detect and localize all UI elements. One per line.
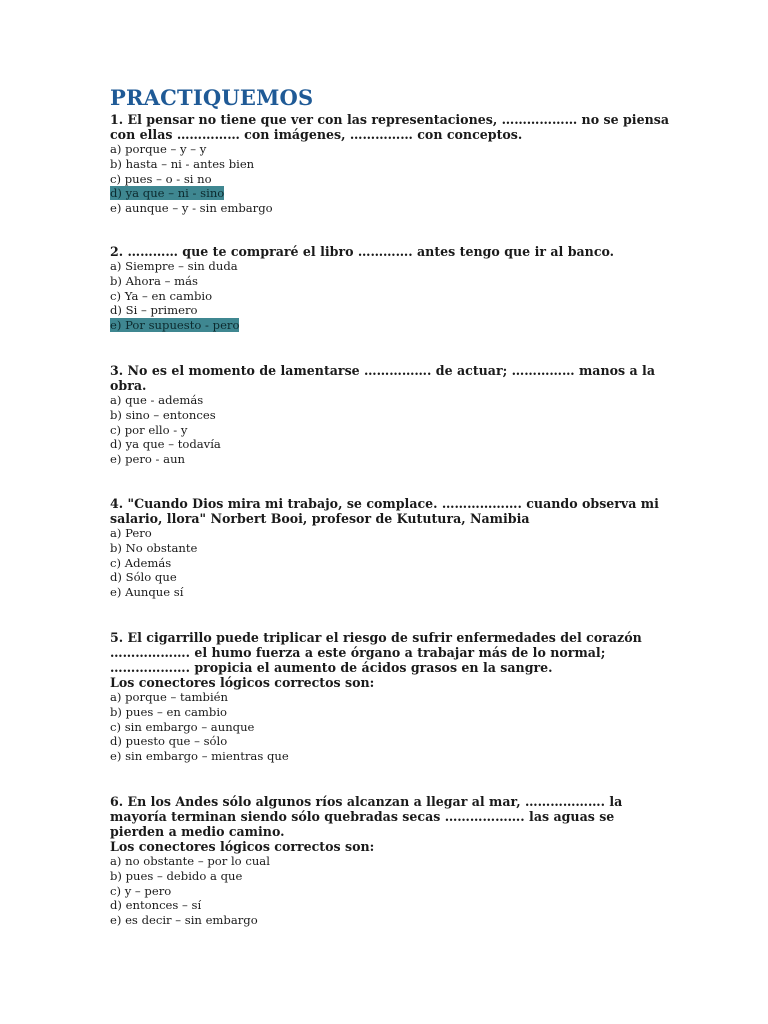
question-5-option-c: c) sin embargo – aunque [110, 719, 255, 734]
question-1-text: 1. El pensar no tiene que ver con las representaciones, ……………… no se piensa con ellas …………… con imágenes, …………… con conceptos. [110, 112, 669, 142]
question-1 [110, 112, 670, 216]
question-6 [110, 794, 670, 928]
question-5-text: 5. El cigarrillo puede triplicar el riesgo de sufrir enfermedades del corazón ………………. el humo fuerza a este órgano a trabajar más de lo normal; ………………. propicia el aumento de ácidos grasos en la sangre. [110, 629, 642, 675]
question-2-option-d: d) Si – primero [110, 303, 198, 318]
question-5-option-b: b) pues – en cambio [110, 704, 228, 719]
question-4 [110, 496, 670, 600]
question-2-option-b: b) Ahora – más [110, 273, 198, 288]
question-6-option-b: b) pues – debido a que [110, 868, 243, 883]
question-3-option-c: c) por ello - y [110, 422, 188, 437]
question-2 [110, 244, 670, 333]
question-1-option-a: a) porque – y – y [110, 142, 207, 156]
question-2-option-e: e) Por supuesto - pero [110, 318, 240, 333]
question-6-text: 6. En los Andes sólo algunos ríos alcanzan a llegar al mar, ………………. la mayoría terminan siendo sólo quebradas secas ………………. las aguas se pierden a medio camino. [110, 793, 623, 839]
question-1-option-e: e) aunque – y - sin embargo [110, 201, 273, 216]
exercise-sheet [110, 84, 670, 928]
question-1-option-c: c) pues – o - si no [110, 171, 212, 186]
question-6-instruction: Los conectores lógicos correctos son: [110, 838, 375, 854]
question-6-option-c: c) y – pero [110, 883, 172, 898]
question-4-option-b: b) No obstante [110, 540, 198, 555]
question-2-option-c: c) Ya – en cambio [110, 288, 213, 303]
page-title: PRACTIQUEMOS [110, 85, 314, 110]
question-3-text: 3. No es el momento de lamentarse ……………. de actuar; …………… manos a la obra. [110, 362, 655, 393]
question-2-text: 2. ………… que te compraré el libro …………. antes tengo que ir al banco. [110, 243, 615, 259]
question-5-instruction: Los conectores lógicos correctos son: [110, 674, 375, 690]
question-5-option-a: a) porque – también [110, 689, 229, 704]
question-5 [110, 630, 670, 764]
question-6-option-a: a) no obstante – por lo cual [110, 853, 270, 868]
question-4-option-a: a) Pero [110, 525, 152, 540]
question-3-option-d: d) ya que – todavía [110, 437, 221, 452]
question-6-option-e: e) es decir – sin embargo [110, 913, 258, 928]
question-1-option-d: d) ya que – ni - sino [110, 186, 225, 201]
question-4-option-e: e) Aunque sí [110, 585, 184, 600]
question-1-option-b: b) hasta – ni - antes bien [110, 156, 255, 171]
question-3-option-a: a) que - además [110, 392, 204, 407]
question-3-option-b: b) sino – entonces [110, 407, 216, 422]
question-6-option-d: d) entonces – sí [110, 898, 202, 913]
question-4-option-c: c) Además [110, 555, 172, 570]
question-3 [110, 363, 670, 467]
question-4-option-d: d) Sólo que [110, 570, 177, 585]
question-4-text: 4. "Cuando Dios mira mi trabajo, se complace. ………………. cuando observa mi salario, llora" Norbert Booi, profesor de Kututura, Namibia [110, 495, 659, 526]
question-5-option-d: d) puesto que – sólo [110, 734, 228, 749]
question-2-option-a: a) Siempre – sin duda [110, 258, 238, 273]
question-3-option-e: e) pero - aun [110, 452, 186, 467]
question-5-option-e: e) sin embargo – mientras que [110, 749, 289, 764]
